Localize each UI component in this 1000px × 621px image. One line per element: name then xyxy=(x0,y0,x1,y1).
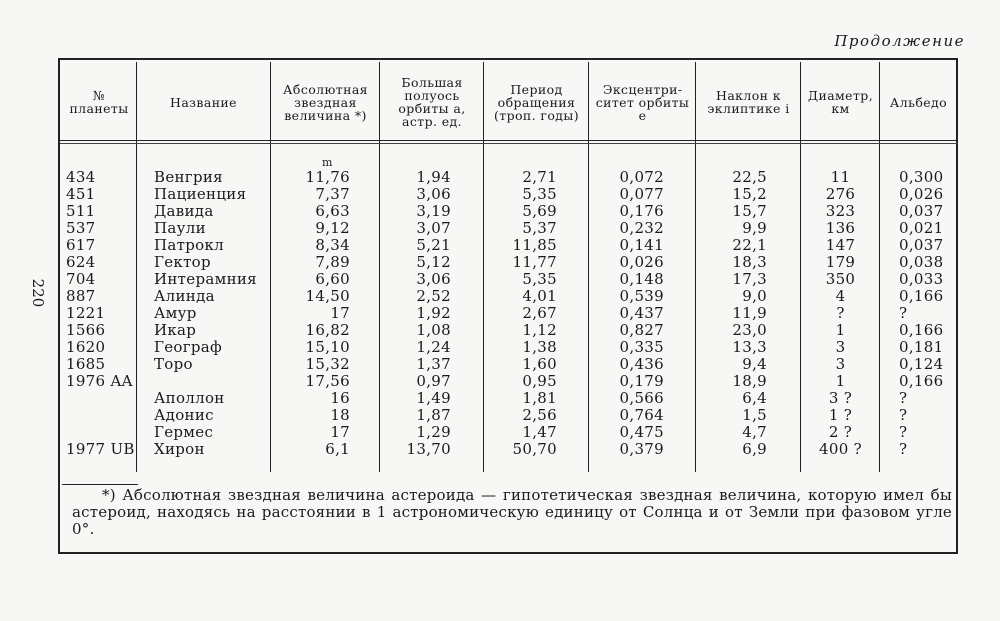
table-cell-period: 1,47 xyxy=(522,423,557,441)
column-eccentricity xyxy=(590,169,664,458)
column-period xyxy=(485,169,557,458)
table-cell-num: 434 xyxy=(66,168,96,186)
table-cell-name: Гектор xyxy=(154,253,211,271)
table-cell-num: 537 xyxy=(66,219,96,237)
header-semi-major-axis: Большая полуось орбиты a, астр. ед. xyxy=(398,75,466,129)
table-cell-period: 1,12 xyxy=(522,321,557,339)
table-cell-e: 0,539 xyxy=(619,287,664,305)
table-cell-a: 0,97 xyxy=(416,372,451,390)
table-cell-incl: 17,3 xyxy=(732,270,767,288)
column-number xyxy=(66,169,136,458)
table-cell-albedo: ? xyxy=(899,440,908,458)
header-name: Название xyxy=(170,94,237,110)
table-cell-period: 5,37 xyxy=(522,219,557,237)
table-cell-diam: 1 ? xyxy=(828,406,853,424)
table-cell-albedo: 0,300 xyxy=(899,168,944,186)
table-cell-incl: 18,3 xyxy=(732,253,767,271)
table-cell-a: 1,49 xyxy=(416,389,451,407)
table-cell-diam: 11 xyxy=(830,168,851,186)
table-cell-period: 1,60 xyxy=(522,355,557,373)
header-inclination: Наклон к эклиптике i xyxy=(707,88,790,116)
table-cell-name: Пациенция xyxy=(154,185,247,203)
header-albedo: Альбедо xyxy=(889,94,948,110)
table-cell-name: Адонис xyxy=(154,406,214,424)
table-cell-name: Венгрия xyxy=(154,168,223,186)
table-cell-period: 1,38 xyxy=(522,338,557,356)
table-cell-e: 0,566 xyxy=(619,389,664,407)
table-cell-period: 50,70 xyxy=(512,440,557,458)
header-period: Период обращения (троп. годы) xyxy=(494,81,579,123)
table-cell-e: 0,335 xyxy=(619,338,664,356)
page-number: 220 xyxy=(29,278,47,308)
table-cell-name: Патрокл xyxy=(154,236,224,254)
table-cell-diam: 179 xyxy=(825,253,856,271)
table-cell-albedo: 0,166 xyxy=(899,321,944,339)
table-cell-mag: 6,60 xyxy=(315,270,350,288)
table-cell-mag: 9,12 xyxy=(315,219,350,237)
table-cell-e: 0,026 xyxy=(619,253,664,271)
column-diameter xyxy=(802,169,879,458)
header-abs-magnitude: Абсолютная звездная величина *) xyxy=(283,81,368,123)
table-cell-incl: 6,9 xyxy=(742,440,767,458)
table-cell-num: 1221 xyxy=(66,304,106,322)
table-cell-albedo: ? xyxy=(899,389,908,407)
table-cell-diam: 276 xyxy=(825,185,856,203)
table-cell-albedo: ? xyxy=(899,304,908,322)
table-cell-incl: 4,7 xyxy=(742,423,767,441)
table-cell-a: 3,06 xyxy=(416,270,451,288)
table-cell-diam: 323 xyxy=(825,202,856,220)
table-cell-diam: 350 xyxy=(825,270,856,288)
table-cell-e: 0,764 xyxy=(619,406,664,424)
table-cell-incl: 11,9 xyxy=(732,304,767,322)
table-cell-incl: 1,5 xyxy=(742,406,767,424)
table-cell-incl: 9,4 xyxy=(742,355,767,373)
table-cell-mag: 17 xyxy=(330,423,350,441)
column-divider xyxy=(379,62,380,472)
column-name xyxy=(154,169,268,458)
table-cell-name xyxy=(154,373,268,390)
table-cell-e: 0,072 xyxy=(619,168,664,186)
table-cell-incl: 9,0 xyxy=(742,287,767,305)
table-cell-incl: 15,2 xyxy=(732,185,767,203)
table-cell-albedo: 0,037 xyxy=(899,236,944,254)
table-cell-incl: 22,1 xyxy=(732,236,767,254)
table-cell-num: 1566 xyxy=(66,321,106,339)
table-cell-a: 5,21 xyxy=(416,236,451,254)
table-cell-incl: 18,9 xyxy=(732,372,767,390)
column-divider xyxy=(879,62,880,472)
table-cell-e: 0,436 xyxy=(619,355,664,373)
table-cell-mag: 18 xyxy=(330,406,350,424)
table-cell-mag: 15,10 xyxy=(305,338,350,356)
column-divider xyxy=(483,62,484,472)
table-cell-albedo: ? xyxy=(899,423,908,441)
table-cell-a: 1,24 xyxy=(416,338,451,356)
table-cell-name: Алинда xyxy=(154,287,215,305)
column-divider xyxy=(588,62,589,472)
table-cell-diam: 136 xyxy=(825,219,856,237)
table-cell-a: 1,94 xyxy=(416,168,451,186)
table-cell-period: 11,85 xyxy=(512,236,557,254)
table-cell-period: 5,69 xyxy=(522,202,557,220)
table-cell-a: 3,06 xyxy=(416,185,451,203)
table-cell-incl: 15,7 xyxy=(732,202,767,220)
table-cell-period: 5,35 xyxy=(522,185,557,203)
column-abs-magnitude xyxy=(272,169,350,458)
table-cell-a: 2,52 xyxy=(416,287,451,305)
table-cell-mag: 17 xyxy=(330,304,350,322)
table-cell-period: 2,71 xyxy=(522,168,557,186)
table-cell-e: 0,379 xyxy=(619,440,664,458)
header-number: № планеты xyxy=(69,88,129,116)
table-cell-diam: 2 ? xyxy=(828,423,853,441)
table-cell-name: Интерамния xyxy=(154,270,257,288)
table-cell-e: 0,179 xyxy=(619,372,664,390)
table-cell-a: 1,08 xyxy=(416,321,451,339)
table-cell-incl: 13,3 xyxy=(732,338,767,356)
magnitude-unit: m xyxy=(322,156,333,169)
table-cell-albedo: 0,033 xyxy=(899,270,944,288)
table-cell-name: Давида xyxy=(154,202,214,220)
table-cell-name: Гермес xyxy=(154,423,214,441)
table-cell-name: Хирон xyxy=(154,440,205,458)
table-cell-albedo: ? xyxy=(899,406,908,424)
table-cell-albedo: 0,124 xyxy=(899,355,944,373)
table-cell-mag: 11,76 xyxy=(305,168,350,186)
table-cell-diam: 3 xyxy=(835,355,846,373)
table-cell-e: 0,141 xyxy=(619,236,664,254)
table-cell-name: Аполлон xyxy=(154,389,225,407)
table-cell-a: 3,19 xyxy=(416,202,451,220)
table-cell-a: 3,07 xyxy=(416,219,451,237)
table-cell-diam: ? xyxy=(836,304,845,322)
table-cell-num: 1976 AA xyxy=(66,372,133,390)
table-cell-mag: 17,56 xyxy=(305,372,350,390)
footnote xyxy=(72,487,952,538)
table-cell-name: Географ xyxy=(154,338,223,356)
table-cell-num xyxy=(66,390,136,407)
table-cell-num xyxy=(66,407,136,424)
table-cell-a: 5,12 xyxy=(416,253,451,271)
table-cell-a: 1,92 xyxy=(416,304,451,322)
table-cell-a: 1,29 xyxy=(416,423,451,441)
table-cell-name: Амур xyxy=(154,304,197,322)
header-diameter: Диаметр, км xyxy=(807,88,874,116)
table-cell-albedo: 0,166 xyxy=(899,287,944,305)
table-cell-e: 0,077 xyxy=(619,185,664,203)
header-rule xyxy=(60,143,958,144)
table-cell-period: 2,67 xyxy=(522,304,557,322)
table-cell-name: Икар xyxy=(154,321,197,339)
table-cell-period: 0,95 xyxy=(522,372,557,390)
table-cell-num: 887 xyxy=(66,287,96,305)
table-cell-mag: 7,37 xyxy=(315,185,350,203)
table-cell-num: 511 xyxy=(66,202,96,220)
table-cell-albedo: 0,166 xyxy=(899,372,944,390)
table-cell-e: 0,148 xyxy=(619,270,664,288)
table-cell-e: 0,827 xyxy=(619,321,664,339)
table-cell-e: 0,475 xyxy=(619,423,664,441)
table-cell-incl: 6,4 xyxy=(742,389,767,407)
table-cell-period: 1,81 xyxy=(522,389,557,407)
table-cell-incl: 22,5 xyxy=(732,168,767,186)
table-cell-e: 0,437 xyxy=(619,304,664,322)
table-cell-mag: 15,32 xyxy=(305,355,350,373)
table-cell-diam: 4 xyxy=(835,287,846,305)
table-cell-e: 0,176 xyxy=(619,202,664,220)
table-cell-num: 624 xyxy=(66,253,96,271)
table-cell-mag: 7,89 xyxy=(315,253,350,271)
column-albedo xyxy=(899,169,956,458)
column-semi-major-axis xyxy=(381,169,451,458)
table-cell-albedo: 0,037 xyxy=(899,202,944,220)
table-cell-incl: 9,9 xyxy=(742,219,767,237)
table-cell-mag: 16 xyxy=(330,389,350,407)
column-divider xyxy=(800,62,801,472)
footnote-text: *) Абсолютная звездная величина астероида — гипотетическая звездная величина, которую имел бы астероид, находясь на расстоянии в 1 астрономическую единицу от Солнца и от Земли при фазовом угле 0°. xyxy=(72,486,952,538)
table-cell-num: 617 xyxy=(66,236,96,254)
table-cell-mag: 14,50 xyxy=(305,287,350,305)
table-cell-num: 704 xyxy=(66,270,96,288)
table-cell-mag: 16,82 xyxy=(305,321,350,339)
table-cell-period: 2,56 xyxy=(522,406,557,424)
table-cell-diam: 3 ? xyxy=(828,389,853,407)
table-cell-diam: 400 ? xyxy=(819,440,862,458)
header-eccentricity: Эксцентриситет орбиты e xyxy=(595,81,690,123)
continued-label: Продолжение xyxy=(834,32,965,50)
table-cell-a: 13,70 xyxy=(406,440,451,458)
table-cell-mag: 6,1 xyxy=(325,440,350,458)
table-cell-mag: 8,34 xyxy=(315,236,350,254)
table-cell-albedo: 0,181 xyxy=(899,338,944,356)
table-cell-num: 1685 xyxy=(66,355,106,373)
table-cell-period: 11,77 xyxy=(512,253,557,271)
table-cell-a: 1,87 xyxy=(416,406,451,424)
table-cell-diam: 147 xyxy=(825,236,856,254)
table-cell-diam: 3 xyxy=(835,338,846,356)
column-divider xyxy=(695,62,696,472)
table-cell-name: Торо xyxy=(154,355,193,373)
table-cell-num: 1620 xyxy=(66,338,106,356)
table-cell-period: 5,35 xyxy=(522,270,557,288)
table-cell-a: 1,37 xyxy=(416,355,451,373)
table-cell-diam: 1 xyxy=(835,321,846,339)
table-cell-name: Паули xyxy=(154,219,206,237)
table-cell-albedo: 0,026 xyxy=(899,185,944,203)
table-cell-diam: 1 xyxy=(835,372,846,390)
table-cell-albedo: 0,021 xyxy=(899,219,944,237)
footnote-rule xyxy=(62,484,138,485)
table-cell-incl: 23,0 xyxy=(732,321,767,339)
header-rule xyxy=(60,140,958,141)
table-cell-num: 1977 UB xyxy=(66,440,135,458)
table-cell-num xyxy=(66,424,136,441)
table-cell-e: 0,232 xyxy=(619,219,664,237)
table-cell-mag: 6,63 xyxy=(315,202,350,220)
column-divider xyxy=(270,62,271,472)
table-cell-albedo: 0,038 xyxy=(899,253,944,271)
table-cell-num: 451 xyxy=(66,185,96,203)
column-inclination xyxy=(697,169,767,458)
table-cell-period: 4,01 xyxy=(522,287,557,305)
